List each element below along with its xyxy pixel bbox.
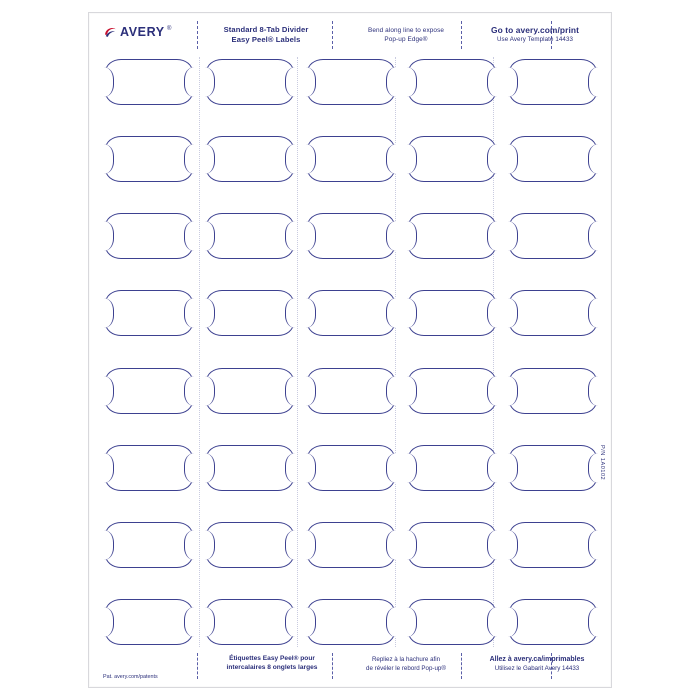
label-outline[interactable] (408, 599, 496, 645)
label-outline[interactable] (307, 599, 395, 645)
label-cell[interactable] (307, 599, 395, 645)
header-instruction (347, 27, 465, 44)
label-outline[interactable] (408, 522, 496, 568)
label-outline[interactable] (408, 368, 496, 414)
label-outline[interactable] (105, 290, 193, 336)
header-instruction-line2: Pop-up Edge® (384, 35, 428, 43)
label-outline[interactable] (206, 368, 294, 414)
label-outline[interactable] (105, 59, 193, 105)
label-cell[interactable] (509, 368, 597, 414)
label-cell[interactable] (307, 522, 395, 568)
label-outline[interactable] (105, 599, 193, 645)
part-number-code: P/N 1A0102 (599, 445, 605, 481)
label-cell[interactable] (509, 59, 597, 105)
footer-web-template-fr: Utilisez le Gabarit Avery 14433 (494, 664, 580, 672)
footer-product-fr-line1: Étiquettes Easy Peel® pour (229, 655, 315, 663)
avery-registered-mark: ® (167, 26, 172, 32)
label-cell[interactable] (105, 522, 193, 568)
header-instruction-line1: Bend along line to expose (367, 27, 445, 34)
label-outline[interactable] (509, 136, 597, 182)
label-cell[interactable] (408, 522, 496, 568)
label-outline[interactable] (307, 136, 395, 182)
label-outline[interactable] (408, 213, 496, 259)
label-outline[interactable] (509, 59, 597, 105)
label-cell[interactable] (105, 136, 193, 182)
label-cell[interactable] (408, 445, 496, 491)
label-cell[interactable] (408, 599, 496, 645)
avery-logo (103, 23, 181, 45)
label-cell[interactable] (408, 59, 496, 105)
label-outline[interactable] (509, 599, 597, 645)
label-outline[interactable] (105, 522, 193, 568)
footer-web-info-fr (473, 655, 601, 673)
sheet-footer (89, 649, 611, 687)
label-outline[interactable] (105, 368, 193, 414)
avery-swirl-icon (103, 25, 117, 39)
footer-instruction-fr-line2: de révéler le rebord Pop-up® (366, 664, 446, 672)
label-outline[interactable] (509, 445, 597, 491)
header-product-name (207, 25, 325, 46)
label-outline[interactable] (206, 445, 294, 491)
label-outline[interactable] (307, 213, 395, 259)
footer-instruction-fr-line1: Repliez à la hachure afin (371, 656, 441, 664)
footer-patents: Pat. avery.com/patents (103, 674, 158, 680)
label-cell[interactable] (408, 368, 496, 414)
label-cell[interactable] (509, 522, 597, 568)
label-sheet (88, 12, 612, 688)
label-outline[interactable] (408, 290, 496, 336)
label-outline[interactable] (408, 59, 496, 105)
label-cell[interactable] (105, 368, 193, 414)
label-outline[interactable] (105, 213, 193, 259)
label-cell[interactable] (509, 290, 597, 336)
label-outline[interactable] (509, 290, 597, 336)
label-cell[interactable] (307, 368, 395, 414)
label-cell[interactable] (408, 213, 496, 259)
label-cell[interactable] (408, 136, 496, 182)
header-divider-1 (197, 21, 198, 49)
label-cell[interactable] (206, 213, 294, 259)
footer-instruction-fr (341, 656, 471, 673)
sheet-header (89, 13, 611, 51)
label-cell[interactable] (105, 59, 193, 105)
header-product-line2: Easy Peel® Labels (231, 35, 301, 45)
label-outline[interactable] (105, 136, 193, 182)
header-web-url: Go to avery.com/print (490, 25, 580, 35)
label-outline[interactable] (408, 136, 496, 182)
avery-wordmark: AVERY (120, 25, 165, 39)
label-cell[interactable] (307, 445, 395, 491)
footer-product-fr-line2: intercalaires 8 onglets larges (226, 664, 318, 672)
label-outline[interactable] (307, 522, 395, 568)
label-cell[interactable] (509, 136, 597, 182)
label-outline[interactable] (408, 445, 496, 491)
header-product-line1: Standard 8-Tab Divider (223, 25, 309, 34)
label-cell[interactable] (307, 59, 395, 105)
label-cell[interactable] (206, 136, 294, 182)
label-cell[interactable] (206, 522, 294, 568)
label-outline[interactable] (307, 368, 395, 414)
label-cell[interactable] (509, 599, 597, 645)
label-outline[interactable] (206, 522, 294, 568)
label-cell[interactable] (105, 213, 193, 259)
label-outline[interactable] (307, 59, 395, 105)
footer-product-name-fr (207, 655, 337, 673)
label-outline[interactable] (509, 213, 597, 259)
label-outline[interactable] (206, 136, 294, 182)
label-outline[interactable] (105, 445, 193, 491)
footer-web-url-fr: Allez à avery.ca/imprimables (489, 656, 585, 664)
label-cell[interactable] (105, 599, 193, 645)
label-outline[interactable] (206, 290, 294, 336)
label-cell[interactable] (509, 445, 597, 491)
label-outline[interactable] (206, 599, 294, 645)
label-outline[interactable] (307, 290, 395, 336)
header-divider-2 (332, 21, 333, 49)
label-cell[interactable] (307, 136, 395, 182)
label-outline[interactable] (206, 59, 294, 105)
label-cell[interactable] (206, 59, 294, 105)
label-cell[interactable] (206, 599, 294, 645)
label-cell[interactable] (509, 213, 597, 259)
footer-divider-1 (197, 653, 198, 679)
label-outline[interactable] (509, 522, 597, 568)
label-outline[interactable] (509, 368, 597, 414)
label-grid (105, 59, 597, 645)
label-cell[interactable] (408, 290, 496, 336)
label-cell[interactable] (206, 368, 294, 414)
label-outline[interactable] (206, 213, 294, 259)
label-outline[interactable] (307, 445, 395, 491)
header-web-info (471, 25, 599, 45)
label-cell[interactable] (105, 290, 193, 336)
label-cell[interactable] (307, 213, 395, 259)
label-cell[interactable] (206, 290, 294, 336)
label-cell[interactable] (206, 445, 294, 491)
header-web-template: Use Avery Template 14433 (496, 36, 574, 44)
label-cell[interactable] (105, 445, 193, 491)
label-cell[interactable] (307, 290, 395, 336)
